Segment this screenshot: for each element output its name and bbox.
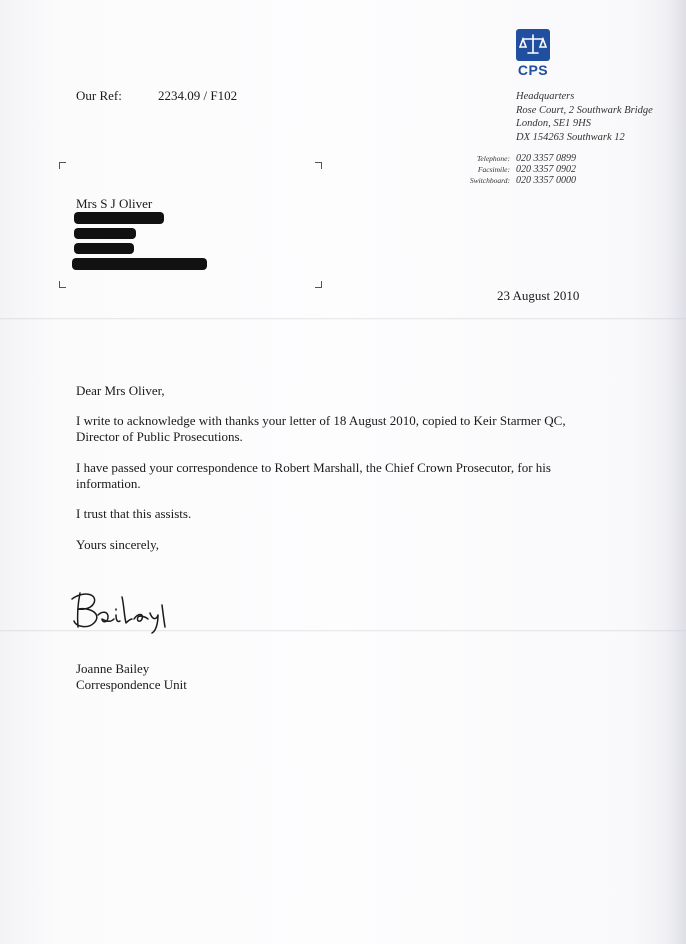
window-corner-mark [315,281,322,288]
hq-address [516,90,653,144]
salutation: Dear Mrs Oliver, [76,383,165,398]
contact-label: Facsimile: [477,165,510,174]
signer-block [76,661,187,693]
our-reference [76,88,237,104]
redaction-bar [74,212,164,224]
address-line: Rose Court, 2 Southwark Bridge [516,104,653,116]
window-corner-mark [315,162,322,169]
window-corner-mark [59,281,66,288]
ref-label: Our Ref: [76,88,122,103]
logo-text: CPS [517,62,549,78]
contact-value: 020 3357 0899 [516,153,576,164]
contact-row [452,175,576,186]
contact-row [452,164,576,175]
redaction-bar [74,243,134,254]
signer-name: Joanne Bailey [76,661,150,676]
contact-value: 020 3357 0000 [516,175,576,186]
recipient-name: Mrs S J Oliver [76,196,153,211]
ref-value: 2234.09 / F102 [158,88,238,103]
redaction-bar [72,258,207,270]
address-line: Headquarters [516,91,575,102]
cps-logo [516,29,550,79]
contact-row [452,153,576,164]
contact-numbers [452,153,576,186]
redaction-bar [74,228,136,239]
address-line: London, SE1 9HS [516,118,591,129]
contact-label: Telephone: [476,154,510,163]
scales-icon [516,29,550,61]
page-edge-shadow [666,0,686,944]
paragraph: I have passed your correspondence to Robert Marshall, the Chief Crown Prosecutor, for his information. [76,460,551,491]
fold-line [0,318,686,320]
address-line: DX 154263 Southwark 12 [516,131,625,143]
contact-value: 020 3357 0902 [516,164,576,175]
closing: Yours sincerely, [76,537,160,552]
paragraph: I write to acknowledge with thanks your letter of 18 August 2010, copied to Keir Starmer QC, Director of Public Prosecutions. [76,413,566,444]
letter-date: 23 August 2010 [497,288,580,303]
signer-department: Correspondence Unit [76,677,187,692]
window-corner-mark [59,162,66,169]
contact-label: Switchboard: [469,176,510,185]
handwritten-signature [68,585,188,640]
paragraph: I trust that this assists. [76,506,192,521]
